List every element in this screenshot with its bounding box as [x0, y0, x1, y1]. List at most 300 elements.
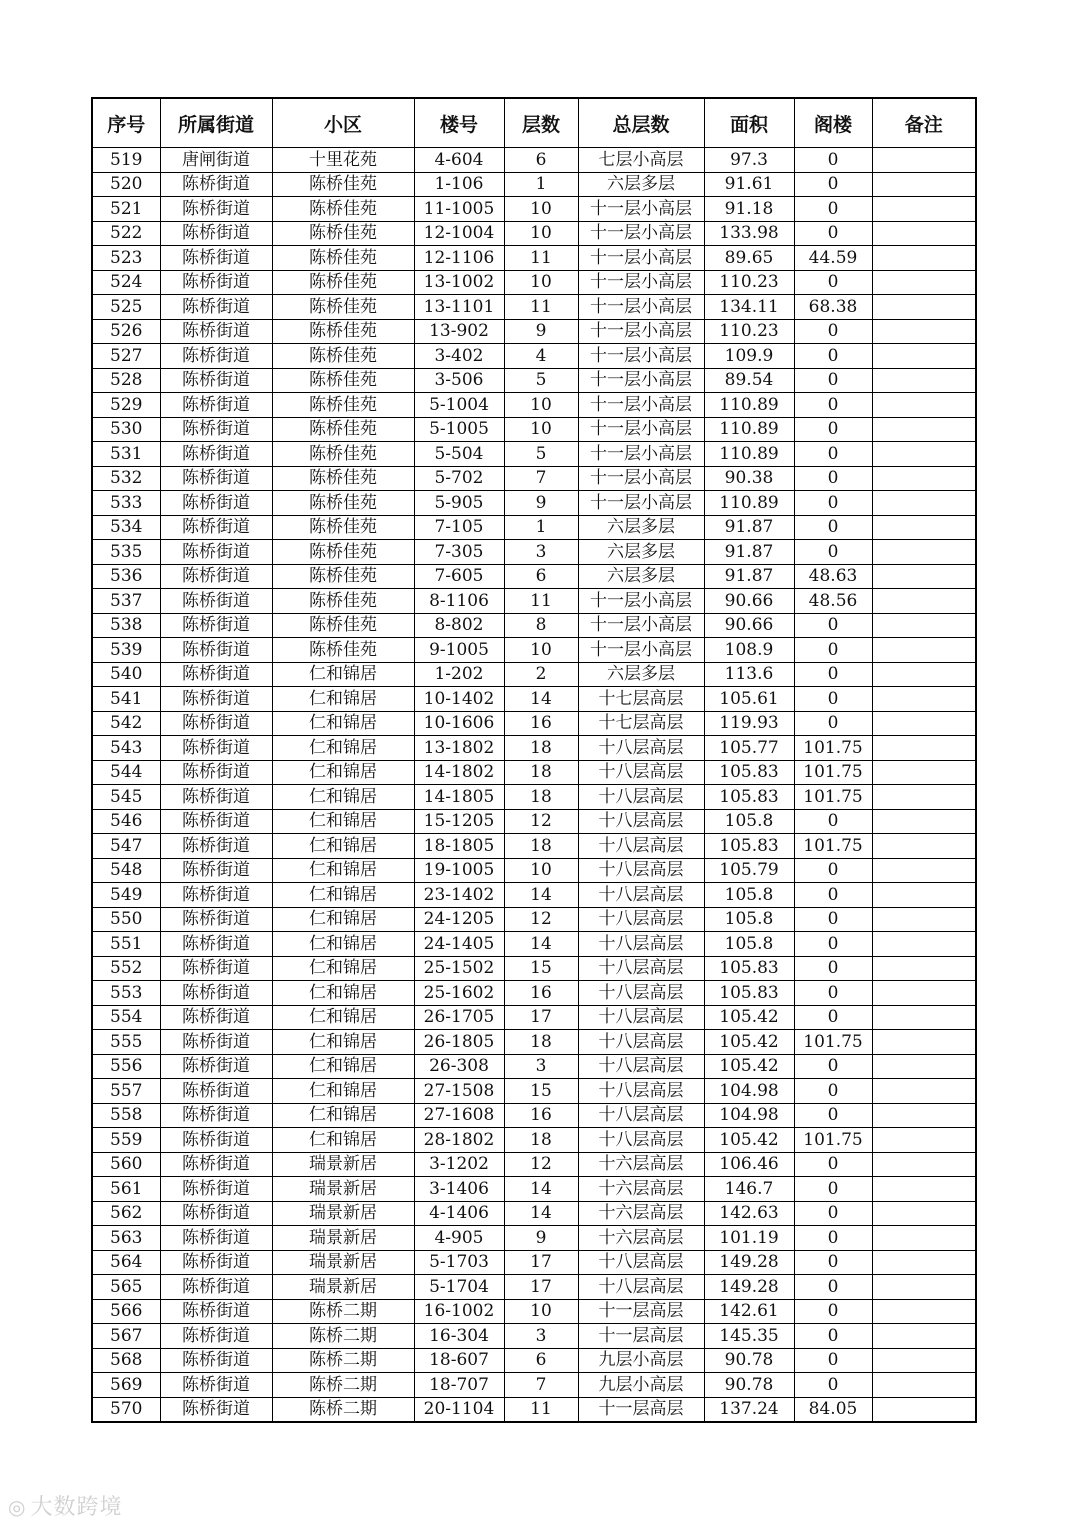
table-cell: 陈桥街道	[160, 197, 272, 222]
table-cell: 134.11	[704, 295, 794, 320]
table-cell: 3-1202	[414, 1152, 504, 1177]
table-cell: 4-905	[414, 1226, 504, 1251]
table-cell: 陈桥街道	[160, 491, 272, 516]
table-cell: 十八层高层	[578, 956, 704, 981]
table-cell: 539	[92, 638, 160, 663]
table-cell: 仁和锦居	[272, 1005, 414, 1030]
table-cell: 142.63	[704, 1201, 794, 1226]
table-cell: 十一层小高层	[578, 197, 704, 222]
table-cell: 陈桥街道	[160, 1079, 272, 1104]
table-cell: 六层多层	[578, 564, 704, 589]
table-cell: 陈桥街道	[160, 1128, 272, 1153]
table-row	[92, 1079, 976, 1104]
table-cell	[872, 1030, 976, 1055]
table-cell: 89.54	[704, 368, 794, 393]
table-cell: 558	[92, 1103, 160, 1128]
table-cell: 520	[92, 172, 160, 197]
table-cell	[872, 687, 976, 712]
table-cell: 十六层高层	[578, 1201, 704, 1226]
table-cell: 九层小高层	[578, 1348, 704, 1373]
table-cell: 10-1606	[414, 711, 504, 736]
table-cell: 陈桥二期	[272, 1299, 414, 1324]
table-row	[92, 491, 976, 516]
table-row	[92, 417, 976, 442]
table-cell: 540	[92, 662, 160, 687]
table-cell	[872, 1177, 976, 1202]
table-cell: 105.42	[704, 1005, 794, 1030]
table-cell: 570	[92, 1397, 160, 1422]
table-cell: 13-1802	[414, 736, 504, 761]
table-cell: 91.87	[704, 515, 794, 540]
watermark-text: 大数跨境	[30, 1495, 123, 1520]
table-row	[92, 834, 976, 859]
table-cell	[872, 1397, 976, 1422]
table-cell: 十八层高层	[578, 809, 704, 834]
table-cell: 3	[504, 1324, 578, 1349]
table-cell: 瑞景新居	[272, 1177, 414, 1202]
table-cell: 10	[504, 638, 578, 663]
table-cell: 104.98	[704, 1079, 794, 1104]
table-cell: 5-504	[414, 442, 504, 467]
table-cell: 10	[504, 417, 578, 442]
table-cell: 陈桥街道	[160, 1177, 272, 1202]
table-cell: 5-702	[414, 466, 504, 491]
table-cell: 24-1205	[414, 907, 504, 932]
table-cell: 519	[92, 148, 160, 173]
table-cell: 10	[504, 197, 578, 222]
table-cell: 0	[794, 981, 872, 1006]
table-cell: 104.98	[704, 1103, 794, 1128]
table-cell: 12-1004	[414, 221, 504, 246]
table-cell: 陈桥街道	[160, 785, 272, 810]
header-row	[92, 98, 976, 148]
table-cell: 陈桥佳苑	[272, 589, 414, 614]
table-row	[92, 1201, 976, 1226]
table-row	[92, 1397, 976, 1422]
table-cell: 7	[504, 466, 578, 491]
table-cell: 106.46	[704, 1152, 794, 1177]
table-cell: 1	[504, 172, 578, 197]
table-row	[92, 662, 976, 687]
table-cell: 陈桥街道	[160, 1348, 272, 1373]
table-cell: 十八层高层	[578, 1030, 704, 1055]
table-cell: 10	[504, 270, 578, 295]
table-cell: 陈桥街道	[160, 1103, 272, 1128]
table-cell: 陈桥街道	[160, 1275, 272, 1300]
table-cell: 0	[794, 197, 872, 222]
table-cell: 4	[504, 344, 578, 369]
table-cell: 0	[794, 1103, 872, 1128]
table-cell: 陈桥街道	[160, 1201, 272, 1226]
table-cell: 11	[504, 246, 578, 271]
table-cell: 110.89	[704, 417, 794, 442]
table-cell: 521	[92, 197, 160, 222]
table-cell: 119.93	[704, 711, 794, 736]
table-cell: 仁和锦居	[272, 1054, 414, 1079]
table-cell: 十八层高层	[578, 1250, 704, 1275]
table-cell: 145.35	[704, 1324, 794, 1349]
table-cell	[872, 197, 976, 222]
table-cell: 28-1802	[414, 1128, 504, 1153]
table-cell: 陈桥佳苑	[272, 368, 414, 393]
table-row	[92, 295, 976, 320]
table-cell: 0	[794, 858, 872, 883]
table-cell: 唐闸街道	[160, 148, 272, 173]
table-row	[92, 981, 976, 1006]
table-row	[92, 711, 976, 736]
table-cell: 555	[92, 1030, 160, 1055]
table-cell: 5	[504, 368, 578, 393]
table-cell: 556	[92, 1054, 160, 1079]
table-cell	[872, 1128, 976, 1153]
table-cell: 13-1101	[414, 295, 504, 320]
table-cell: 十八层高层	[578, 1005, 704, 1030]
table-cell: 105.77	[704, 736, 794, 761]
table-cell: 仁和锦居	[272, 932, 414, 957]
table-cell: 仁和锦居	[272, 858, 414, 883]
table-row	[92, 540, 976, 565]
table-cell: 九层小高层	[578, 1373, 704, 1398]
table-cell: 陈桥佳苑	[272, 540, 414, 565]
table-cell: 527	[92, 344, 160, 369]
table-row	[92, 1324, 976, 1349]
table-cell: 14-1802	[414, 760, 504, 785]
table-cell: 六层多层	[578, 540, 704, 565]
table-row	[92, 1128, 976, 1153]
table-cell: 十六层高层	[578, 1226, 704, 1251]
table-cell: 陈桥街道	[160, 1005, 272, 1030]
table-cell: 陈桥街道	[160, 662, 272, 687]
table-cell: 549	[92, 883, 160, 908]
table-cell: 105.83	[704, 834, 794, 859]
table-cell: 559	[92, 1128, 160, 1153]
table-cell: 陈桥街道	[160, 1054, 272, 1079]
table-cell	[872, 834, 976, 859]
table-cell: 26-1705	[414, 1005, 504, 1030]
table-cell: 537	[92, 589, 160, 614]
table-cell: 陈桥街道	[160, 858, 272, 883]
table-cell	[872, 148, 976, 173]
table-cell: 0	[794, 883, 872, 908]
table-cell	[872, 246, 976, 271]
table-cell: 十八层高层	[578, 858, 704, 883]
table-cell: 105.83	[704, 760, 794, 785]
table-cell: 0	[794, 172, 872, 197]
table-cell: 0	[794, 344, 872, 369]
table-cell: 10	[504, 858, 578, 883]
table-cell: 0	[794, 1079, 872, 1104]
table-row	[92, 515, 976, 540]
table-cell	[872, 662, 976, 687]
table-cell: 6	[504, 564, 578, 589]
table-row	[92, 246, 976, 271]
table-cell: 3-402	[414, 344, 504, 369]
table-cell	[872, 221, 976, 246]
table-cell: 十一层高层	[578, 1324, 704, 1349]
table-cell: 110.23	[704, 270, 794, 295]
table-cell: 101.75	[794, 834, 872, 859]
table-cell: 10	[504, 221, 578, 246]
table-row	[92, 736, 976, 761]
column-header: 所属街道	[160, 98, 272, 148]
table-cell: 十一层小高层	[578, 319, 704, 344]
table-cell: 532	[92, 466, 160, 491]
table-cell: 陈桥街道	[160, 1226, 272, 1251]
table-cell: 18	[504, 736, 578, 761]
table-cell: 10-1402	[414, 687, 504, 712]
table-cell: 陈桥街道	[160, 344, 272, 369]
table-cell	[872, 1299, 976, 1324]
table-cell: 仁和锦居	[272, 956, 414, 981]
table-cell	[872, 785, 976, 810]
table-cell: 陈桥街道	[160, 466, 272, 491]
table-row	[92, 221, 976, 246]
table-cell: 3	[504, 1054, 578, 1079]
table-row	[92, 932, 976, 957]
table-cell: 十一层高层	[578, 1299, 704, 1324]
table-cell	[872, 1275, 976, 1300]
table-row	[92, 589, 976, 614]
table-cell: 27-1608	[414, 1103, 504, 1128]
table-cell: 陈桥佳苑	[272, 319, 414, 344]
table-cell: 5-1704	[414, 1275, 504, 1300]
weibo-icon: ◎	[8, 1495, 27, 1519]
table-cell	[872, 270, 976, 295]
table-row	[92, 393, 976, 418]
table-cell: 0	[794, 1299, 872, 1324]
table-cell: 3-506	[414, 368, 504, 393]
table-cell: 525	[92, 295, 160, 320]
table-cell	[872, 1005, 976, 1030]
table-cell	[872, 809, 976, 834]
table-cell: 陈桥佳苑	[272, 246, 414, 271]
table-cell: 陈桥街道	[160, 907, 272, 932]
table-cell: 17	[504, 1005, 578, 1030]
table-cell	[872, 1373, 976, 1398]
table-cell: 12	[504, 809, 578, 834]
table-cell: 陈桥二期	[272, 1324, 414, 1349]
table-cell	[872, 589, 976, 614]
table-cell: 十一层小高层	[578, 368, 704, 393]
table-cell: 0	[794, 221, 872, 246]
table-cell: 105.61	[704, 687, 794, 712]
table-cell: 105.79	[704, 858, 794, 883]
table-cell: 528	[92, 368, 160, 393]
table-cell: 瑞景新居	[272, 1226, 414, 1251]
table-cell: 十一层小高层	[578, 393, 704, 418]
column-header: 小区	[272, 98, 414, 148]
table-cell: 89.65	[704, 246, 794, 271]
table-cell: 108.9	[704, 638, 794, 663]
table-cell: 3	[504, 540, 578, 565]
table-cell: 105.83	[704, 981, 794, 1006]
table-cell: 566	[92, 1299, 160, 1324]
table-row	[92, 1373, 976, 1398]
table-cell: 0	[794, 1152, 872, 1177]
column-header: 序号	[92, 98, 160, 148]
table-cell: 90.66	[704, 589, 794, 614]
table-cell: 陈桥街道	[160, 613, 272, 638]
table-cell	[872, 1079, 976, 1104]
table-cell: 564	[92, 1250, 160, 1275]
table-row	[92, 1005, 976, 1030]
table-cell: 0	[794, 1226, 872, 1251]
table-cell: 十一层小高层	[578, 466, 704, 491]
table-cell: 550	[92, 907, 160, 932]
table-cell	[872, 1103, 976, 1128]
table-cell: 4-1406	[414, 1201, 504, 1226]
table-cell: 陈桥街道	[160, 809, 272, 834]
table-cell: 十一层小高层	[578, 589, 704, 614]
table-cell: 0	[794, 1054, 872, 1079]
table-cell: 0	[794, 907, 872, 932]
table-cell	[872, 344, 976, 369]
table-cell: 16-304	[414, 1324, 504, 1349]
table-cell: 105.8	[704, 883, 794, 908]
table-row	[92, 1103, 976, 1128]
table-cell: 8	[504, 613, 578, 638]
table-cell	[872, 515, 976, 540]
table-row	[92, 197, 976, 222]
table-cell: 7-605	[414, 564, 504, 589]
table-cell: 陈桥二期	[272, 1373, 414, 1398]
table-row	[92, 1152, 976, 1177]
table-cell: 8-802	[414, 613, 504, 638]
table-cell: 瑞景新居	[272, 1152, 414, 1177]
table-cell: 110.89	[704, 442, 794, 467]
table-cell: 543	[92, 736, 160, 761]
table-row	[92, 1226, 976, 1251]
table-cell: 560	[92, 1152, 160, 1177]
table-cell	[872, 393, 976, 418]
table-row	[92, 172, 976, 197]
table-cell: 陈桥佳苑	[272, 270, 414, 295]
column-header: 阁楼	[794, 98, 872, 148]
table-cell: 91.87	[704, 564, 794, 589]
table-cell: 8-1106	[414, 589, 504, 614]
table-cell: 陈桥佳苑	[272, 613, 414, 638]
table-cell: 91.87	[704, 540, 794, 565]
table-cell	[872, 1348, 976, 1373]
table-cell	[872, 883, 976, 908]
table-cell: 568	[92, 1348, 160, 1373]
table-cell: 137.24	[704, 1397, 794, 1422]
table-cell: 陈桥街道	[160, 368, 272, 393]
table-cell: 3-1406	[414, 1177, 504, 1202]
table-cell: 十八层高层	[578, 1054, 704, 1079]
table-cell: 十一层小高层	[578, 246, 704, 271]
table-cell: 陈桥街道	[160, 1250, 272, 1275]
table-cell: 仁和锦居	[272, 1030, 414, 1055]
table-row	[92, 1054, 976, 1079]
table-cell: 陈桥街道	[160, 932, 272, 957]
table-cell: 105.42	[704, 1128, 794, 1153]
table-cell: 17	[504, 1250, 578, 1275]
table-cell: 十八层高层	[578, 1128, 704, 1153]
table-cell: 563	[92, 1226, 160, 1251]
table-cell: 20-1104	[414, 1397, 504, 1422]
table-cell: 0	[794, 809, 872, 834]
table-cell: 16	[504, 711, 578, 736]
table-cell: 14	[504, 1177, 578, 1202]
table-cell: 90.78	[704, 1373, 794, 1398]
table-row	[92, 613, 976, 638]
table-cell: 0	[794, 1250, 872, 1275]
table-cell: 仁和锦居	[272, 883, 414, 908]
table-cell: 105.8	[704, 932, 794, 957]
table-cell: 仁和锦居	[272, 711, 414, 736]
table-cell: 534	[92, 515, 160, 540]
table-cell	[872, 907, 976, 932]
table-cell: 101.75	[794, 736, 872, 761]
table-cell	[872, 981, 976, 1006]
table-cell: 陈桥二期	[272, 1397, 414, 1422]
table-cell: 110.89	[704, 491, 794, 516]
table-cell: 149.28	[704, 1250, 794, 1275]
table-header	[92, 98, 976, 148]
table-cell: 6	[504, 148, 578, 173]
table-cell: 18-707	[414, 1373, 504, 1398]
table-cell: 91.61	[704, 172, 794, 197]
table-cell: 561	[92, 1177, 160, 1202]
table-cell: 1-202	[414, 662, 504, 687]
table-row	[92, 564, 976, 589]
table-cell: 48.56	[794, 589, 872, 614]
table-cell: 陈桥街道	[160, 1299, 272, 1324]
table-cell: 25-1602	[414, 981, 504, 1006]
table-cell: 6	[504, 1348, 578, 1373]
table-cell	[872, 858, 976, 883]
table-cell	[872, 956, 976, 981]
table-cell: 5	[504, 442, 578, 467]
table-cell	[872, 1250, 976, 1275]
column-header: 层数	[504, 98, 578, 148]
table-cell: 十六层高层	[578, 1177, 704, 1202]
table-cell: 9-1005	[414, 638, 504, 663]
table-cell: 18	[504, 1030, 578, 1055]
table-cell: 105.83	[704, 785, 794, 810]
table-cell: 7-305	[414, 540, 504, 565]
table-cell: 0	[794, 1348, 872, 1373]
table-row	[92, 907, 976, 932]
table-cell: 陈桥街道	[160, 1152, 272, 1177]
table-cell: 24-1405	[414, 932, 504, 957]
table-cell: 1-106	[414, 172, 504, 197]
table-cell: 陈桥街道	[160, 638, 272, 663]
table-cell: 0	[794, 442, 872, 467]
table-row	[92, 638, 976, 663]
table-cell: 18-1805	[414, 834, 504, 859]
table-cell: 陈桥街道	[160, 564, 272, 589]
table-cell: 陈桥佳苑	[272, 172, 414, 197]
table-cell: 5-1703	[414, 1250, 504, 1275]
table-cell: 113.6	[704, 662, 794, 687]
table-cell	[872, 417, 976, 442]
table-cell: 526	[92, 319, 160, 344]
table-row	[92, 883, 976, 908]
column-header: 总层数	[578, 98, 704, 148]
table-cell: 陈桥街道	[160, 834, 272, 859]
table-cell: 十八层高层	[578, 932, 704, 957]
table-cell: 90.38	[704, 466, 794, 491]
table-cell: 531	[92, 442, 160, 467]
table-cell: 陈桥街道	[160, 246, 272, 271]
table-cell: 十一层小高层	[578, 491, 704, 516]
table-cell: 529	[92, 393, 160, 418]
table-cell: 97.3	[704, 148, 794, 173]
table-cell: 551	[92, 932, 160, 957]
table-cell: 0	[794, 368, 872, 393]
